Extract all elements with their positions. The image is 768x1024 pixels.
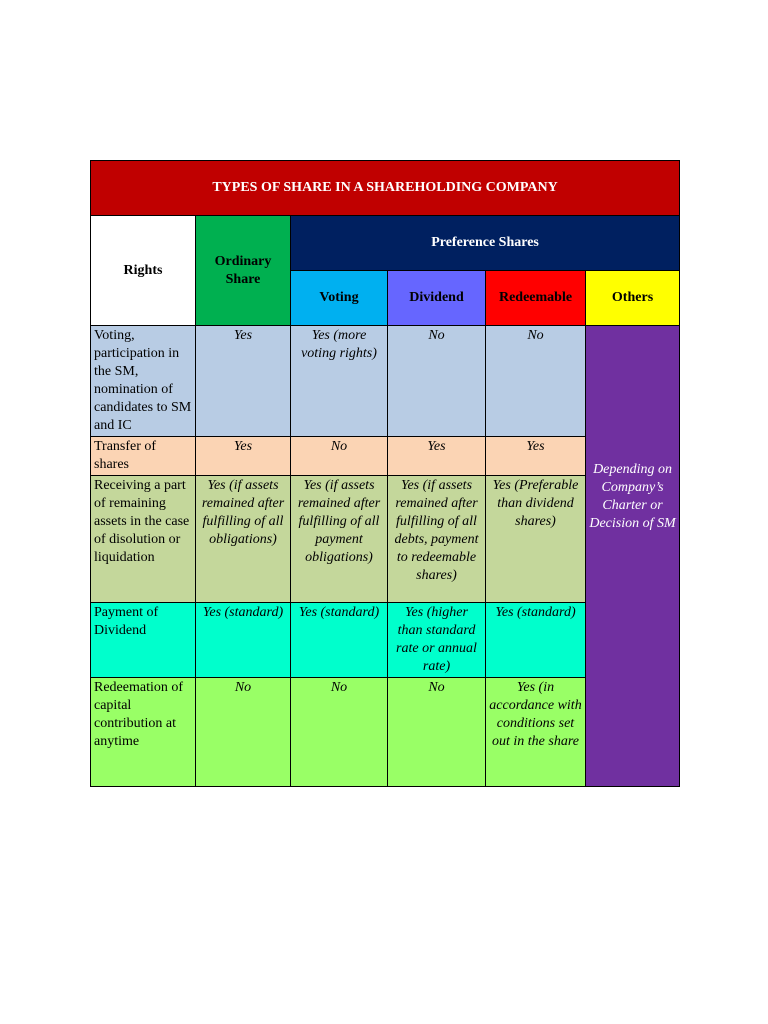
dividend-header: Dividend [388,271,486,326]
ordinary-value: Yes (standard) [196,603,291,678]
dividend-value: No [388,678,486,787]
voting-value: Yes (standard) [291,603,388,678]
share-types-table [90,160,680,787]
right-label: Voting, participation in the SM, nomination of candidates to SM and IC [91,326,196,437]
ordinary-value: Yes [196,437,291,476]
right-label: Transfer of shares [91,437,196,476]
ordinary-share-header: Ordinary Share [196,216,291,326]
header-row-1 [91,216,680,271]
redeemable-header: Redeemable [486,271,586,326]
voting-value: No [291,437,388,476]
right-label: Receiving a part of remaining assets in the case of disolution or liquidation [91,476,196,603]
rights-header: Rights [91,216,196,326]
redeemable-value: Yes (Preferable than dividend shares) [486,476,586,603]
voting-value: Yes (if assets remained after fulfilling of all payment obligations) [291,476,388,603]
others-header: Others [586,271,680,326]
preference-shares-header: Preference Shares [291,216,680,271]
others-value: Depending on Company’s Charter or Decision of SM [589,462,676,531]
right-label: Payment of Dividend [91,603,196,678]
ordinary-value: Yes (if assets remained after fulfilling of all obligations) [196,476,291,603]
others-value-cell [586,326,680,787]
dividend-value: Yes (higher than standard rate or annual rate) [388,603,486,678]
voting-header: Voting [291,271,388,326]
redeemable-value: Yes (in accordance with conditions set out in the share [486,678,586,787]
ordinary-value: No [196,678,291,787]
redeemable-value: No [486,326,586,437]
table-row [91,326,680,437]
voting-value: Yes (more voting rights) [291,326,388,437]
table-title: TYPES OF SHARE IN A SHAREHOLDING COMPANY [91,161,680,216]
voting-value: No [291,678,388,787]
dividend-value: Yes [388,437,486,476]
right-label: Redeemation of capital contribution at anytime [91,678,196,787]
redeemable-value: Yes [486,437,586,476]
title-row [91,161,680,216]
ordinary-value: Yes [196,326,291,437]
dividend-value: Yes (if assets remained after fulfilling of all debts, payment to redeemable shares) [388,476,486,603]
dividend-value: No [388,326,486,437]
redeemable-value: Yes (standard) [486,603,586,678]
